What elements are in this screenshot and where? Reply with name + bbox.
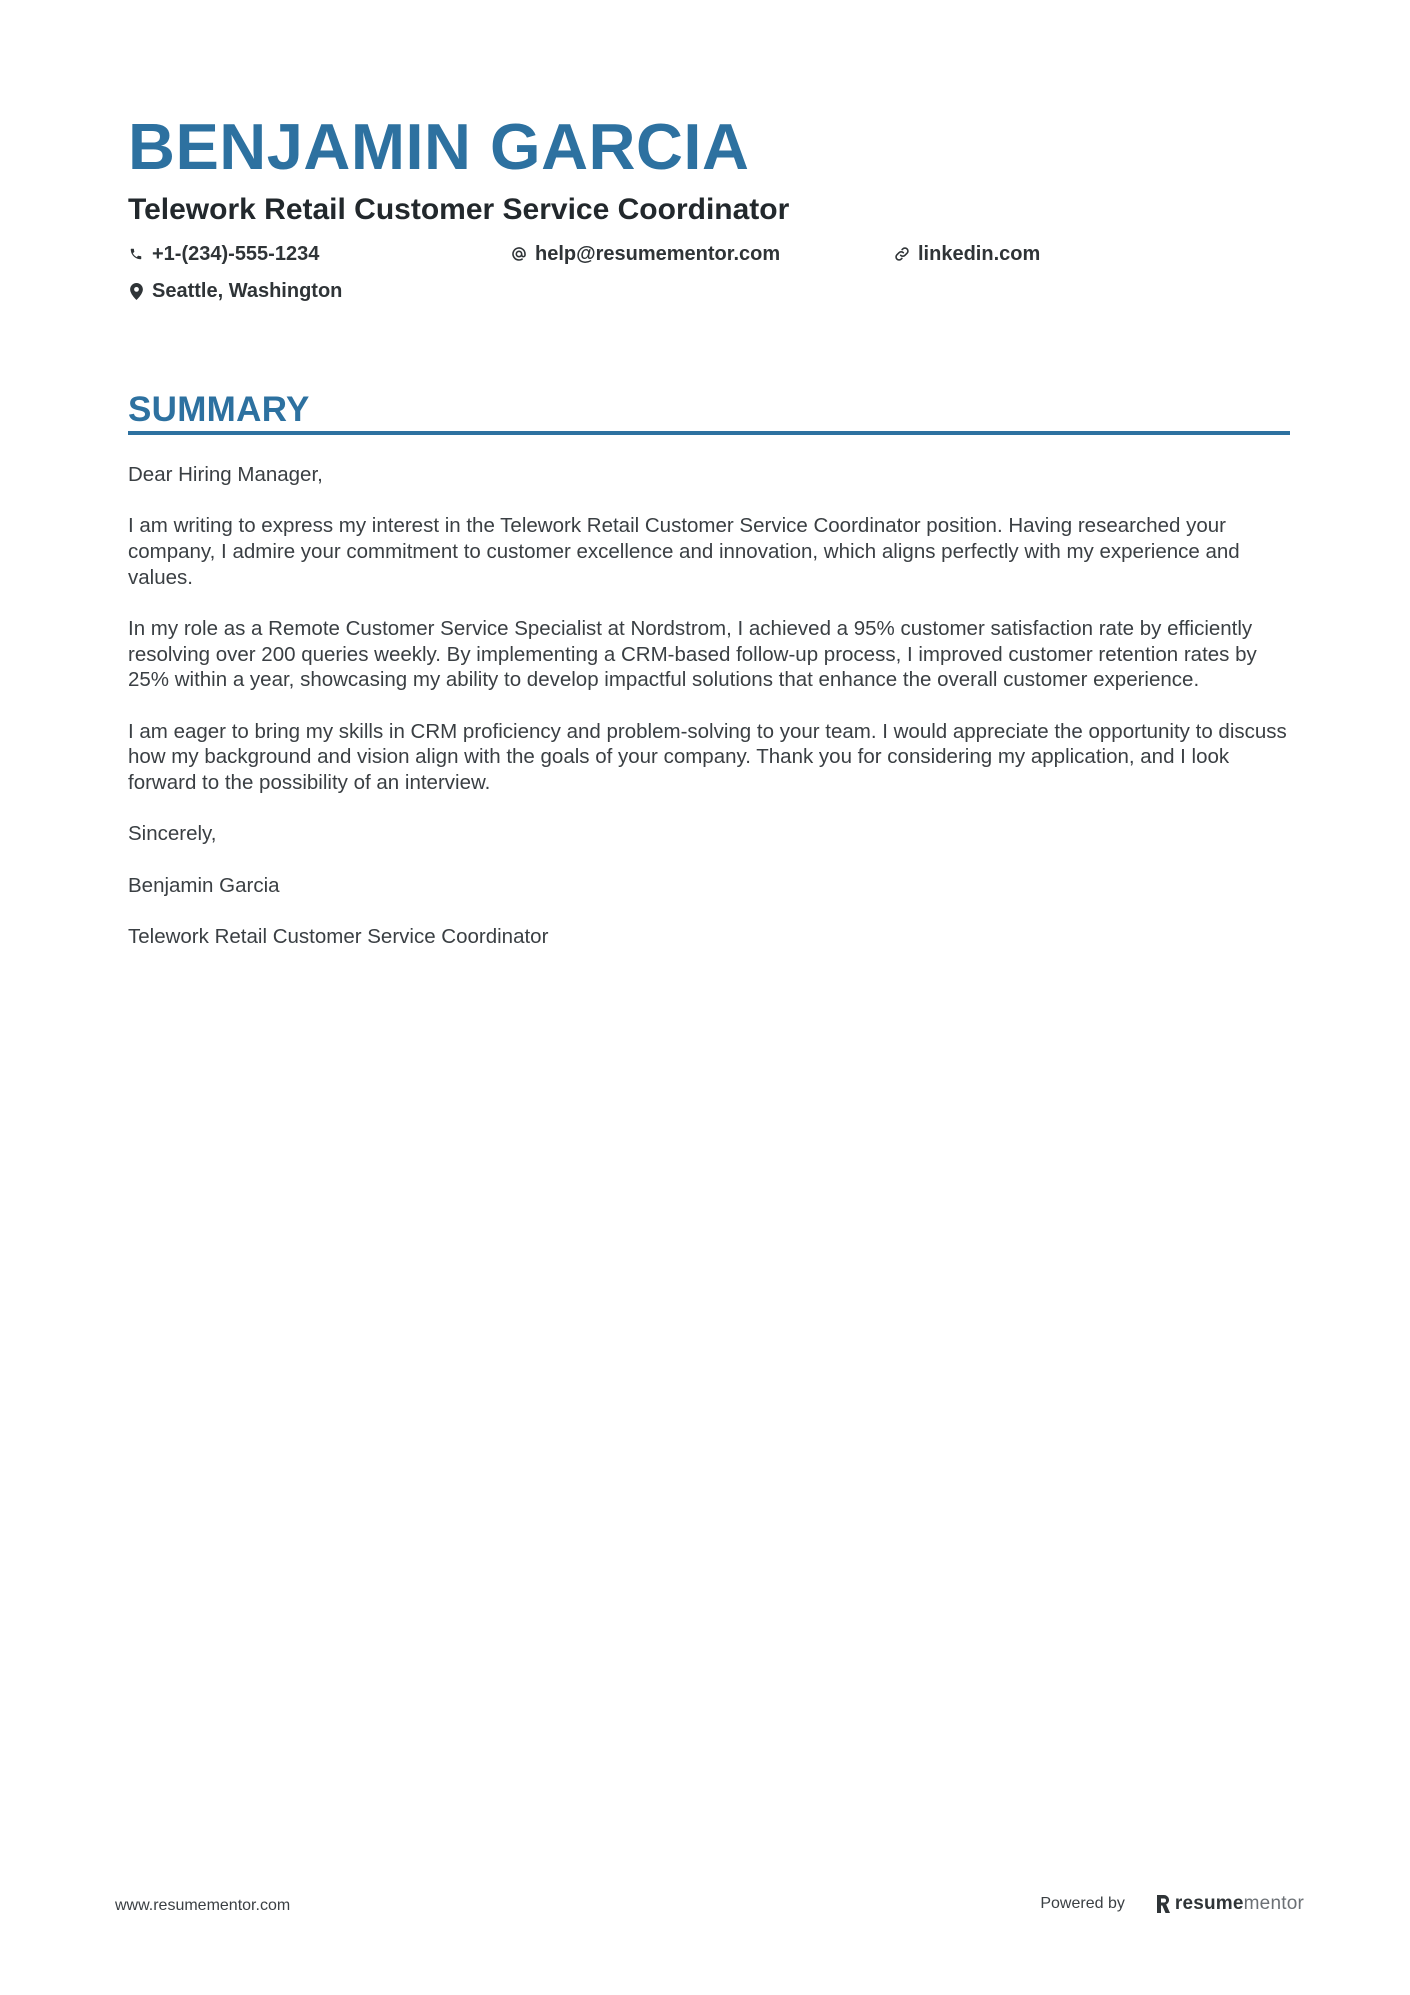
- phone-icon: [128, 245, 144, 263]
- contact-location: [128, 278, 342, 304]
- footer-website[interactable]: www.resumementor.com: [115, 1897, 291, 1914]
- contact-link[interactable]: [894, 241, 1040, 267]
- letter-paragraph: I am writing to express my interest in the Telework Retail Customer Service Coordinator position. Having researched your company, I admire your commitment to customer excellence and innovation, which aligns perfectly with my experience and values.: [128, 514, 1240, 589]
- location-pin-icon: [128, 282, 144, 300]
- footer-branding: [1040, 1893, 1304, 1915]
- resumementor-logo-icon: [1155, 1894, 1171, 1914]
- link-icon: [894, 245, 910, 263]
- contact-email[interactable]: [511, 241, 780, 267]
- location-text: Seattle, Washington: [152, 280, 343, 302]
- letter-body: [128, 462, 1290, 975]
- closing: Sincerely,: [128, 822, 217, 846]
- letter-paragraph: In my role as a Remote Customer Service Specialist at Nordstrom, I achieved a 95% customer satisfaction rate by efficiently resolving over 200 queries weekly. By implementing a CRM-based follow-up process, I improved customer retention rates by 25% within a year, showcasing my ability to develop impactful solutions that enhance the overall customer experience.: [128, 616, 1257, 692]
- brand-wordmark-bold: resume: [1174, 1893, 1244, 1914]
- signature-title: Telework Retail Customer Service Coordinator: [128, 924, 549, 948]
- powered-by-label: Powered by: [1040, 1895, 1125, 1912]
- salutation: Dear Hiring Manager,: [128, 463, 323, 486]
- link-text[interactable]: linkedin.com: [918, 243, 1041, 265]
- signature-name: Benjamin Garcia: [128, 873, 280, 897]
- summary-heading: SUMMARY: [128, 390, 310, 429]
- phone-text: +1-(234)-555-1234: [152, 243, 320, 265]
- contact-phone: [128, 241, 319, 267]
- section-divider: [128, 431, 1290, 435]
- candidate-name: BENJAMIN GARCIA: [128, 110, 750, 183]
- at-icon: [511, 245, 527, 263]
- brand-wordmark: [1175, 1893, 1304, 1915]
- resumementor-logo[interactable]: [1155, 1893, 1304, 1915]
- letter-paragraph: I am eager to bring my skills in CRM proficiency and problem-solving to your team. I would appreciate the opportunity to discuss how my background and vision align with the goals of your company. Thank you for considering my application, and I look forward to the possibility of an interview.: [128, 719, 1287, 794]
- candidate-role: Telework Retail Customer Service Coordinator: [128, 193, 790, 226]
- brand-wordmark-light: mentor: [1243, 1893, 1304, 1914]
- email-text[interactable]: help@resumementor.com: [535, 243, 781, 265]
